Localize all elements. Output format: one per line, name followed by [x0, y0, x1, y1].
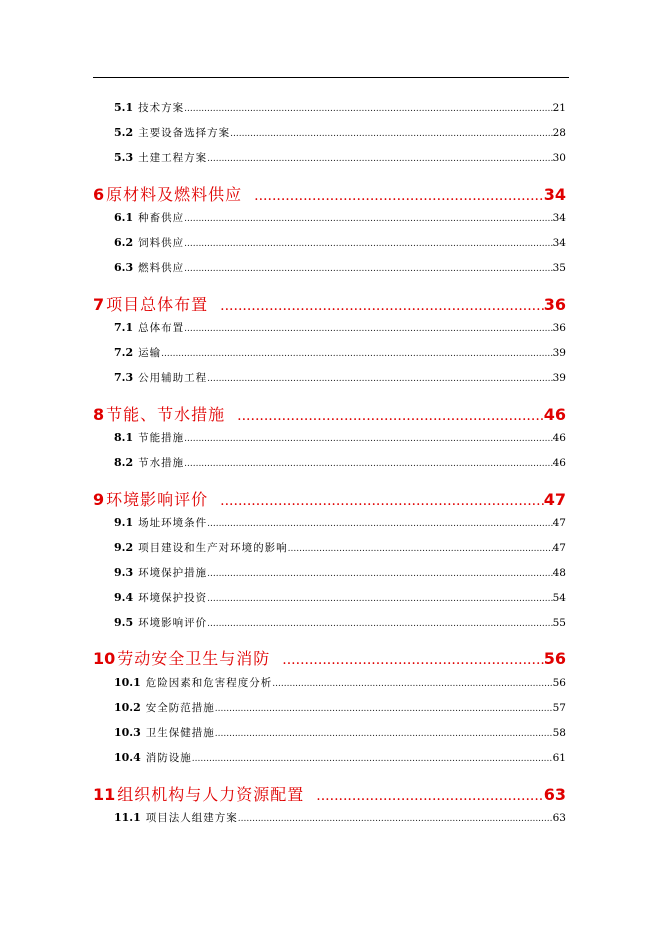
- toc-number: 9.1: [114, 516, 134, 529]
- toc-number: 6.2: [114, 236, 134, 249]
- dot-leader: [272, 679, 552, 689]
- toc-page-number: 34: [552, 237, 566, 249]
- chapter-number: 8: [93, 405, 105, 424]
- dot-leader: [220, 493, 544, 509]
- toc-title: 危险因素和危害程度分析: [145, 677, 273, 689]
- dot-leader: [184, 264, 552, 274]
- dot-leader: [184, 214, 552, 224]
- chapter-number: 11: [93, 785, 116, 804]
- toc-page-number: 58: [552, 727, 566, 739]
- toc-number: 11.1: [114, 811, 141, 824]
- toc-chapter-9[interactable]: [93, 487, 566, 511]
- dot-leader: [184, 324, 552, 334]
- toc-page-number: 56: [552, 677, 566, 689]
- dot-leader: [238, 814, 553, 824]
- chapter-title: 劳动安全卫生与消防: [117, 649, 271, 668]
- toc-entry-7-2[interactable]: [114, 345, 566, 363]
- toc-title: 项目法人组建方案: [145, 812, 238, 824]
- chapter-page-number: 34: [543, 185, 566, 204]
- toc-title: 节水措施: [138, 457, 185, 469]
- toc-entry-8-2[interactable]: [114, 455, 566, 473]
- chapter-page-number: 46: [543, 405, 566, 424]
- toc-number: 10.3: [114, 726, 141, 739]
- toc-entry-5-2[interactable]: [114, 125, 566, 143]
- toc-entry-11-1[interactable]: [114, 810, 566, 828]
- chapter-page-number: 63: [543, 785, 566, 804]
- toc-page-number: 47: [552, 542, 566, 554]
- chapter-title: 项目总体布置: [106, 295, 209, 314]
- toc-entry-10-1[interactable]: [114, 675, 566, 693]
- toc-entry-10-2[interactable]: [114, 700, 566, 718]
- toc-chapter-7[interactable]: [93, 292, 566, 316]
- toc-page-number: 36: [552, 322, 566, 334]
- chapter-page-number: 56: [543, 649, 566, 668]
- toc-title: 节能措施: [138, 432, 185, 444]
- toc-page-number: 30: [552, 152, 566, 164]
- toc-entry-7-3[interactable]: [114, 370, 566, 388]
- chapter-title: 节能、节水措施: [106, 405, 226, 424]
- toc-entry-6-2[interactable]: [114, 235, 566, 253]
- toc-title: 燃料供应: [138, 262, 185, 274]
- chapter-number: 9: [93, 490, 105, 509]
- toc-page-number: 28: [552, 127, 566, 139]
- toc-number: 7.3: [114, 371, 134, 384]
- toc-page-number: 48: [552, 567, 566, 579]
- toc-title: 消防设施: [145, 752, 192, 764]
- toc-page-number: 46: [552, 432, 566, 444]
- dot-leader: [192, 754, 553, 764]
- dot-leader: [161, 349, 552, 359]
- toc-title: 环境保护措施: [138, 567, 208, 579]
- toc-page-number: 63: [552, 812, 566, 824]
- toc-title: 安全防范措施: [145, 702, 215, 714]
- dot-leader: [215, 704, 553, 714]
- toc-title: 卫生保健措施: [145, 727, 215, 739]
- dot-leader: [282, 652, 543, 668]
- chapter-title: 环境影响评价: [106, 490, 209, 509]
- toc-page-number: 55: [552, 617, 566, 629]
- toc-page-number: 35: [552, 262, 566, 274]
- toc-entry-5-3[interactable]: [114, 150, 566, 168]
- dot-leader: [184, 459, 552, 469]
- toc-title: 公用辅助工程: [138, 372, 208, 384]
- toc-chapter-8[interactable]: [93, 402, 566, 426]
- dot-leader: [184, 104, 552, 114]
- toc-title: 环境保护投资: [138, 592, 208, 604]
- toc-chapter-6[interactable]: [93, 182, 566, 206]
- chapter-title: 组织机构与人力资源配置: [117, 785, 305, 804]
- chapter-title: 原材料及燃料供应: [106, 185, 243, 204]
- toc-entry-10-3[interactable]: [114, 725, 566, 743]
- toc-page-number: 57: [552, 702, 566, 714]
- dot-leader: [207, 569, 552, 579]
- toc-page-number: 54: [552, 592, 566, 604]
- dot-leader: [237, 408, 544, 424]
- dot-leader: [207, 154, 552, 164]
- toc-title: 环境影响评价: [138, 617, 208, 629]
- dot-leader: [288, 544, 553, 554]
- toc-number: 9.3: [114, 566, 134, 579]
- toc-page-number: 39: [552, 347, 566, 359]
- dot-leader: [254, 188, 544, 204]
- toc-number: 9.4: [114, 591, 134, 604]
- toc-title: 饲料供应: [138, 237, 185, 249]
- toc-entry-5-1[interactable]: [114, 100, 566, 118]
- toc-page-number: 34: [552, 212, 566, 224]
- toc-number: 8.2: [114, 456, 134, 469]
- toc-number: 10.2: [114, 701, 141, 714]
- dot-leader: [207, 374, 552, 384]
- toc-entry-9-1[interactable]: [114, 515, 566, 533]
- toc-entry-9-3[interactable]: [114, 565, 566, 583]
- toc-page-number: 21: [552, 102, 566, 114]
- chapter-number: 10: [93, 649, 116, 668]
- chapter-page-number: 36: [543, 295, 566, 314]
- toc-page-number: 46: [552, 457, 566, 469]
- toc-title: 运输: [138, 347, 162, 359]
- toc-number: 9.2: [114, 541, 134, 554]
- toc-entry-6-3[interactable]: [114, 260, 566, 278]
- chapter-number: 6: [93, 185, 105, 204]
- chapter-page-number: 47: [543, 490, 566, 509]
- dot-leader: [184, 434, 552, 444]
- toc-entry-9-5[interactable]: [114, 615, 566, 633]
- header-rule: [93, 77, 569, 78]
- dot-leader: [207, 519, 552, 529]
- toc-entry-8-1[interactable]: [114, 430, 566, 448]
- toc-entry-6-1[interactable]: [114, 210, 566, 228]
- toc-chapter-11[interactable]: [93, 782, 566, 806]
- toc-number: 8.1: [114, 431, 134, 444]
- toc-chapter-10[interactable]: [93, 646, 566, 670]
- chapter-number: 7: [93, 295, 105, 314]
- toc-number: 7.2: [114, 346, 134, 359]
- toc-number: 7.1: [114, 321, 134, 334]
- toc-number: 6.1: [114, 211, 134, 224]
- toc-number: 6.3: [114, 261, 134, 274]
- toc-page-number: 39: [552, 372, 566, 384]
- dot-leader: [230, 129, 552, 139]
- toc-entry-9-2[interactable]: [114, 540, 566, 558]
- toc-number: 10.4: [114, 751, 141, 764]
- toc-page-number: 47: [552, 517, 566, 529]
- dot-leader: [207, 594, 552, 604]
- toc-entry-7-1[interactable]: [114, 320, 566, 338]
- toc-entry-10-4[interactable]: [114, 750, 566, 768]
- toc-page-number: 61: [552, 752, 566, 764]
- toc-title: 技术方案: [138, 102, 185, 114]
- toc-title: 种畜供应: [138, 212, 185, 224]
- toc-number: 5.3: [114, 151, 134, 164]
- dot-leader: [207, 619, 552, 629]
- toc-entry-9-4[interactable]: [114, 590, 566, 608]
- dot-leader: [215, 729, 553, 739]
- toc-number: 9.5: [114, 616, 134, 629]
- toc-title: 主要设备选择方案: [138, 127, 231, 139]
- dot-leader: [184, 239, 552, 249]
- dot-leader: [316, 788, 543, 804]
- toc-number: 10.1: [114, 676, 141, 689]
- dot-leader: [220, 298, 544, 314]
- toc-title: 土建工程方案: [138, 152, 208, 164]
- toc-title: 总体布置: [138, 322, 185, 334]
- toc-number: 5.1: [114, 101, 134, 114]
- toc-number: 5.2: [114, 126, 134, 139]
- toc-title: 项目建设和生产对环境的影响: [138, 542, 288, 554]
- toc-title: 场址环境条件: [138, 517, 208, 529]
